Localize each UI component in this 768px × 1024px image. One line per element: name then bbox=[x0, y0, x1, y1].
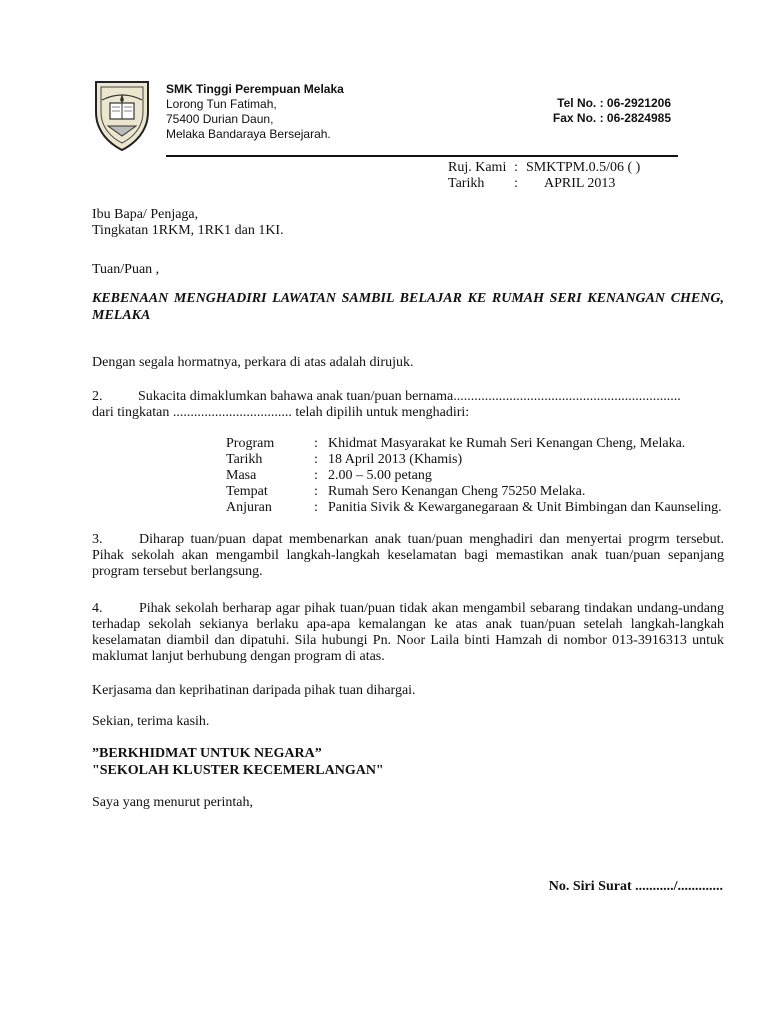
program-details bbox=[226, 436, 722, 516]
paragraph-text: Pihak sekolah berharap agar pihak tuan/puan tidak akan mengambil sebarang tindakan undang-undang terhadap sekolah sekianya berlaku apa-apa kemalangan ke atas anak tuan/puan setelah langkah-langkah keselamatan diambil dan dipatuhi. Sila hubungi Pn. Noor Laila binti Hamzah di nombor 013-3916313 untuk maklumat lanjut berhubung dengan program di atas. bbox=[92, 601, 724, 664]
detail-row bbox=[226, 468, 722, 484]
address-line: Lorong Tun Fatimah, bbox=[166, 97, 277, 111]
detail-label: Masa bbox=[226, 468, 257, 483]
detail-value: Rumah Sero Kenangan Cheng 75250 Melaka. bbox=[328, 484, 586, 499]
letterhead-divider bbox=[166, 155, 678, 157]
address-line: 75400 Durian Daun, bbox=[166, 112, 274, 126]
detail-colon: : bbox=[314, 452, 318, 467]
motto-line: ”BERKHIDMAT UNTUK NEGARA” bbox=[92, 746, 322, 761]
detail-value: 2.00 – 5.00 petang bbox=[328, 468, 432, 483]
detail-label: Anjuran bbox=[226, 500, 272, 515]
detail-row bbox=[226, 484, 722, 500]
detail-label: Tarikh bbox=[226, 452, 263, 467]
reference-row bbox=[448, 160, 640, 176]
detail-row bbox=[226, 436, 722, 452]
detail-row bbox=[226, 452, 722, 468]
addressee-line: Ibu Bapa/ Penjaga, bbox=[92, 207, 199, 222]
date-label: Tarikh bbox=[448, 176, 485, 191]
paragraph-number: 3. bbox=[92, 532, 103, 547]
paragraph-number: 2. bbox=[92, 389, 103, 404]
reference-label: Ruj. Kami bbox=[448, 160, 507, 175]
paragraph-number: 4. bbox=[92, 601, 103, 616]
paragraph-2 bbox=[92, 389, 724, 421]
reference-colon: : bbox=[514, 160, 518, 175]
tel-number: Tel No. : 06-2921206 bbox=[557, 96, 671, 110]
letter-serial-number: No. Siri Surat .........../............. bbox=[548, 879, 723, 894]
salutation: Tuan/Puan , bbox=[92, 262, 160, 277]
paragraph-text: dari tingkatan .................................. telah dipilih untuk menghadiri: bbox=[92, 405, 470, 420]
fax-number: Fax No. : 06-2824985 bbox=[552, 111, 671, 125]
addressee-block bbox=[92, 207, 284, 239]
date-row bbox=[448, 176, 640, 192]
date-colon: : bbox=[514, 176, 518, 191]
detail-label: Program bbox=[226, 436, 275, 451]
paragraph-4 bbox=[92, 601, 724, 665]
address-line: Melaka Bandaraya Bersejarah. bbox=[166, 127, 331, 141]
detail-colon: : bbox=[314, 500, 318, 515]
detail-colon: : bbox=[314, 468, 318, 483]
school-address-block bbox=[166, 82, 344, 142]
school-crest-icon bbox=[90, 76, 154, 152]
detail-row bbox=[226, 500, 722, 516]
school-motto bbox=[92, 745, 384, 779]
detail-label: Tempat bbox=[226, 484, 268, 499]
paragraph-3 bbox=[92, 532, 724, 580]
reference-block bbox=[448, 160, 640, 192]
detail-value: Khidmat Masyarakat ke Rumah Seri Kenangan Cheng, Melaka. bbox=[328, 436, 686, 451]
detail-colon: : bbox=[314, 436, 318, 451]
contact-block bbox=[553, 96, 671, 126]
detail-colon: : bbox=[314, 484, 318, 499]
motto-line: "SEKOLAH KLUSTER KECEMERLANGAN" bbox=[92, 763, 384, 778]
school-name: SMK Tinggi Perempuan Melaka bbox=[166, 82, 344, 96]
paragraph-text: Sukacita dimaklumkan bahawa anak tuan/puan bernama................................................................. bbox=[138, 389, 681, 404]
signoff: Saya yang menurut perintah, bbox=[92, 795, 253, 810]
closing-line: Kerjasama dan keprihatinan daripada pihak tuan dihargai. bbox=[92, 683, 416, 698]
date-value: APRIL 2013 bbox=[544, 176, 616, 191]
closing-line: Sekian, terima kasih. bbox=[92, 714, 210, 729]
paragraph-text: Diharap tuan/puan dapat membenarkan anak tuan/puan menghadiri dan menyertai progrm tersebut. Pihak sekolah akan mengambil langkah-langkah keselamatan bagi memastikan anak tuan/puan sepanjang program tersebut berlangsung. bbox=[92, 532, 724, 579]
opening-line: Dengan segala hormatnya, perkara di atas adalah dirujuk. bbox=[92, 355, 414, 370]
letter-subject: KEBENAAN MENGHADIRI LAWATAN SAMBIL BELAJAR KE RUMAH SERI KENANGAN CHENG, MELAKA bbox=[92, 291, 724, 323]
detail-value: Panitia Sivik & Kewarganegaraan & Unit Bimbingan dan Kaunseling. bbox=[328, 500, 722, 515]
detail-value: 18 April 2013 (Khamis) bbox=[328, 452, 463, 467]
reference-value: SMKTPM.0.5/06 ( ) bbox=[526, 160, 641, 175]
addressee-line: Tingkatan 1RKM, 1RK1 dan 1KI. bbox=[92, 223, 284, 238]
